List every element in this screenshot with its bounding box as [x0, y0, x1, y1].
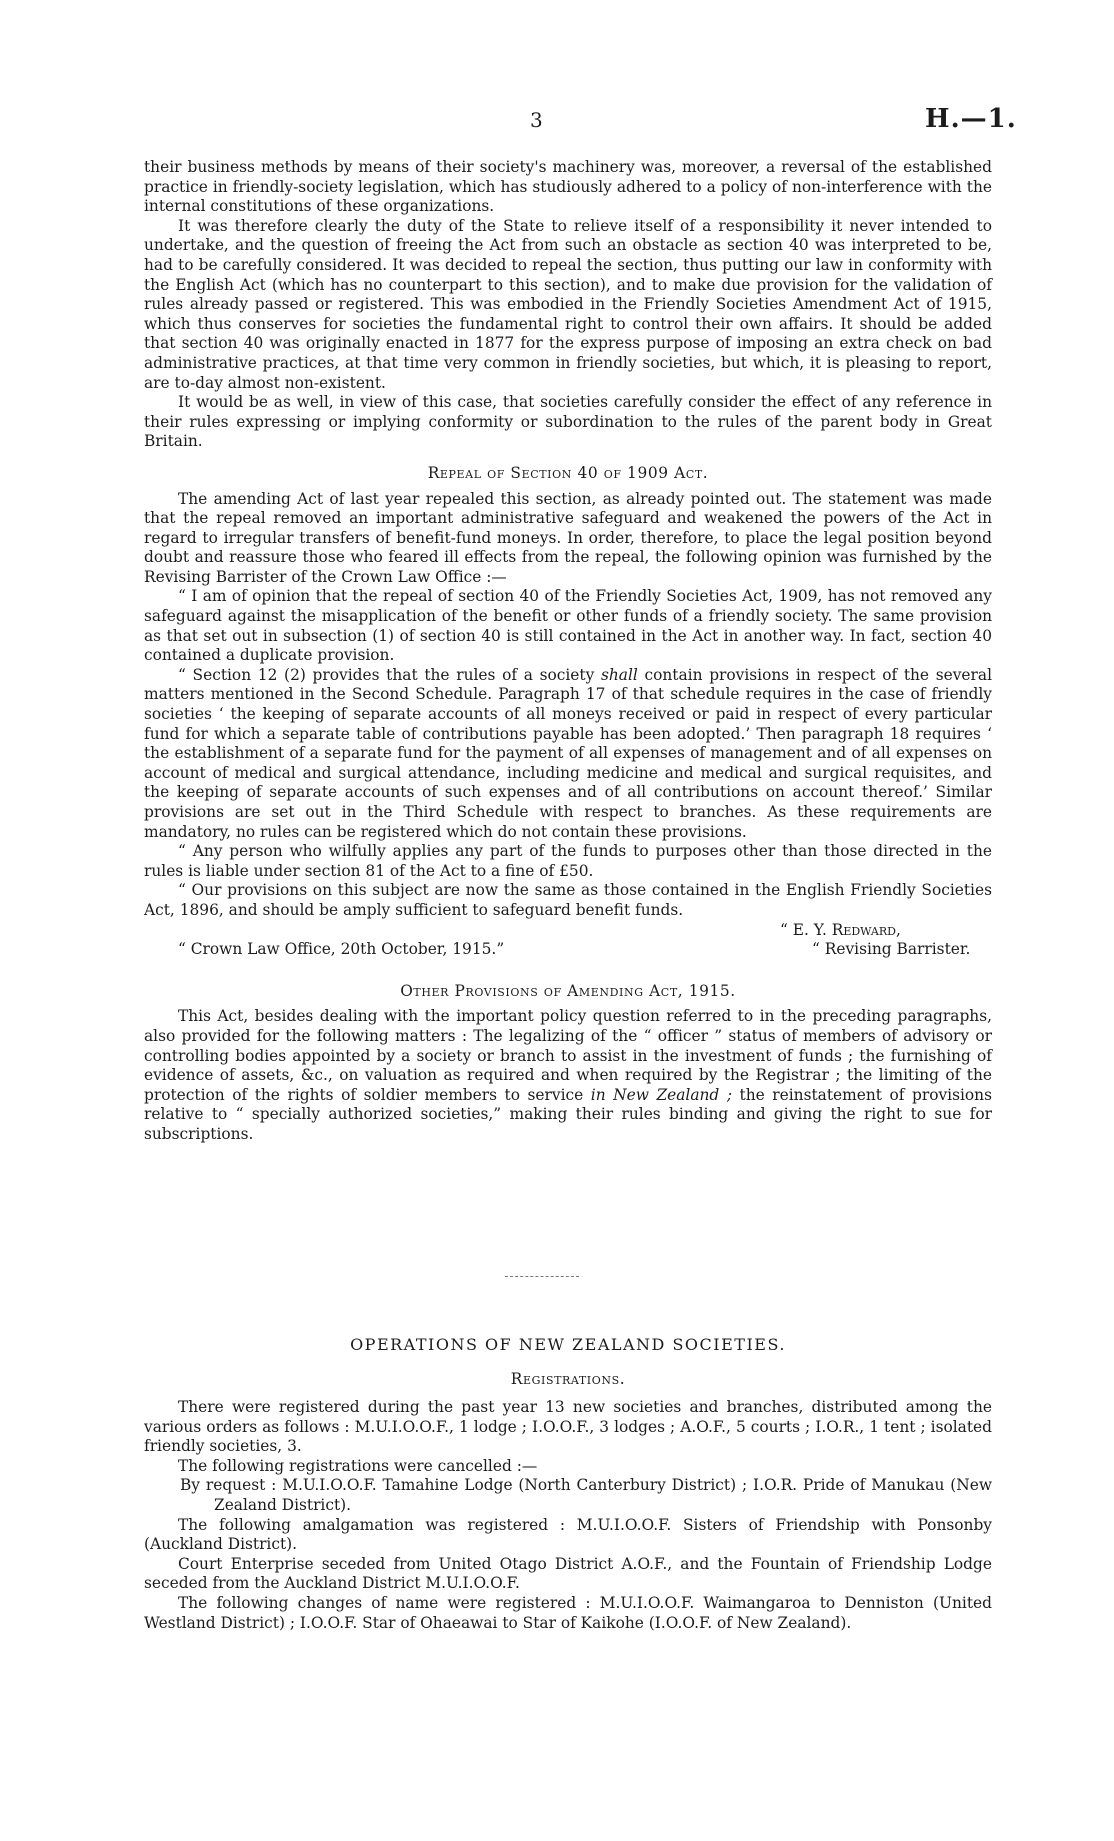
section-divider: [505, 1276, 579, 1277]
paragraph: It was therefore clearly the duty of the State to relieve itself of a responsibility it never intended to undertake, and the question of freeing the Act from such an obstacle as section 40 was interpreted to be, had to be carefully considered. It was decided to repeal the section, thus putting our law in conformity with the English Act (which has no counterpart to this section), and to make due provision for the validation of rules already passed or registered. This was embodied in the Friendly Societies Amendment Act of 1915, which thus conserves for societies the fundamental right to control their own affairs. It should be added that section 40 was originally enacted in 1877 for the express purpose of imposing an extra check on bad administrative practices, at that time very common in friendly societies, but which, it is pleasing to report, are to-day almost non-existent.: [144, 216, 992, 392]
paragraph: The following amalgamation was registered : M.U.I.O.O.F. Sisters of Friendship with Ponsonby (Auckland District).: [144, 1515, 992, 1554]
section-heading-amending: Other Provisions of Amending Act, 1915.: [400, 981, 736, 1000]
paragraph: It would be as well, in view of this case, that societies carefully consider the effect of any reference in their rules expressing or implying conformity or subordination to the rules of the parent body in Great Britain.: [144, 393, 992, 451]
signature-name: “ E. Y. Redward,: [780, 920, 901, 939]
page-number: 3: [530, 108, 543, 132]
emphasis-text: in New Zealand ;: [590, 1085, 733, 1104]
paragraph: Court Enterprise seceded from United Otago District A.O.F., and the Fountain of Friendship Lodge seceded from the Auckland District M.U.I.O.O.F.: [144, 1554, 992, 1593]
text-run: the reinstatement of provisions relative to “ specially authorized societies,” making their rules binding and giving the right to sue for subscriptions.: [144, 1085, 992, 1143]
emphasis-text: shall: [600, 665, 638, 684]
paragraph: their business methods by means of their society's machinery was, moreover, a reversal of the established practice in friendly-society legislation, which has studiously adhered to a policy of non-interference with the internal constitutions of these organizations.: [144, 158, 992, 216]
section-heading-repeal: Repeal of Section 40 of 1909 Act.: [427, 463, 709, 482]
main-text: [144, 158, 992, 1145]
paragraph: The following changes of name were registered : M.U.I.O.O.F. Waimangaroa to Denniston (United Westland District) ; I.O.O.F. Star of Ohaeawai to Star of Kaikohe (I.O.O.F. of New Zealand).: [144, 1593, 992, 1632]
signature-block: [144, 940, 992, 960]
quoted-paragraph: “ Our provisions on this subject are now the same as those contained in the English Friendly Societies Act, 1896, and should be amply sufficient to safeguard benefit funds.: [144, 881, 992, 919]
operations-section: [144, 1335, 992, 1633]
text-run: “ Section 12 (2) provides that the rules of a society: [178, 665, 601, 684]
text-run: contain provisions in respect of the several matters mentioned in the Second Schedule. Paragraph 17 of that schedule requires in the case of friendly societies ‘ the keeping of separate accounts of all moneys received or paid in respect of every particular fund for which a separate table of contributions payable has been adopted.’ Then paragraph 18 requires ‘ the establishment of a separate fund for the payment of all expenses of management and of all expenses on account of medical and surgical attendance, including medicine and medical and surgical requisites, and the keeping of separate accounts of such expenses and of all contributions on account thereof.’ Similar provisions are set out in the Third Schedule with respect to branches. As these requirements are mandatory, no rules can be registered which do not contain these provisions.: [144, 665, 992, 841]
quoted-paragraph: [144, 666, 992, 842]
signature-title: “ Revising Barrister.: [812, 940, 971, 959]
document-reference: H.—1.: [925, 104, 1017, 134]
section-subtitle: Registrations.: [510, 1370, 626, 1388]
paragraph: There were registered during the past year 13 new societies and branches, distributed among the various orders as follows : M.U.I.O.O.F., 1 lodge ; I.O.O.F., 3 lodges ; A.O.F., 5 courts ; I.O.R., 1 tent ; isolated friendly societies, 3.: [144, 1398, 992, 1456]
quoted-paragraph: “ Any person who wilfully applies any part of the funds to purposes other than those directed in the rules is liable under section 81 of the Act to a fine of £50.: [144, 842, 992, 880]
paragraph: By request : M.U.I.O.O.F. Tamahine Lodge (North Canterbury District) ; I.O.R. Pride of Manukau (New Zealand District).: [180, 1476, 992, 1514]
paragraph: The amending Act of last year repealed this section, as already pointed out. The statement was made that the repeal removed an important administrative safeguard and weakened the powers of the Act in regard to irregular transfers of benefit-fund moneys. In order, therefore, to place the legal position beyond doubt and reassure those who feared ill effects from the repeal, the following opinion was furnished by the Revising Barrister of the Crown Law Office :—: [144, 489, 992, 586]
quoted-paragraph: “ I am of opinion that the repeal of section 40 of the Friendly Societies Act, 1909, has not removed any safeguard against the misapplication of the benefit or other funds of a friendly society. The same provision as that set out in subsection (1) of section 40 is still contained in the Act in another way. In fact, section 40 contained a duplicate provision.: [144, 587, 992, 665]
paragraph: [144, 1007, 992, 1144]
paragraph: The following registrations were cancelled :—: [178, 1456, 538, 1475]
signature-place: “ Crown Law Office, 20th October, 1915.”: [178, 940, 505, 959]
text-run: This Act, besides dealing with the important policy question referred to in the preceding paragraphs, also provided for the following matters : The legalizing of the “ officer ” status of members of advisory or controlling bodies appointed by a society or branch to assist in the investment of funds ; the furnishing of evidence of assets, &c., on valuation as required and when required by the Registrar ; the limiting of the protection of the rights of soldier members to service: [144, 1007, 992, 1104]
section-title: OPERATIONS OF NEW ZEALAND SOCIETIES.: [350, 1335, 786, 1354]
